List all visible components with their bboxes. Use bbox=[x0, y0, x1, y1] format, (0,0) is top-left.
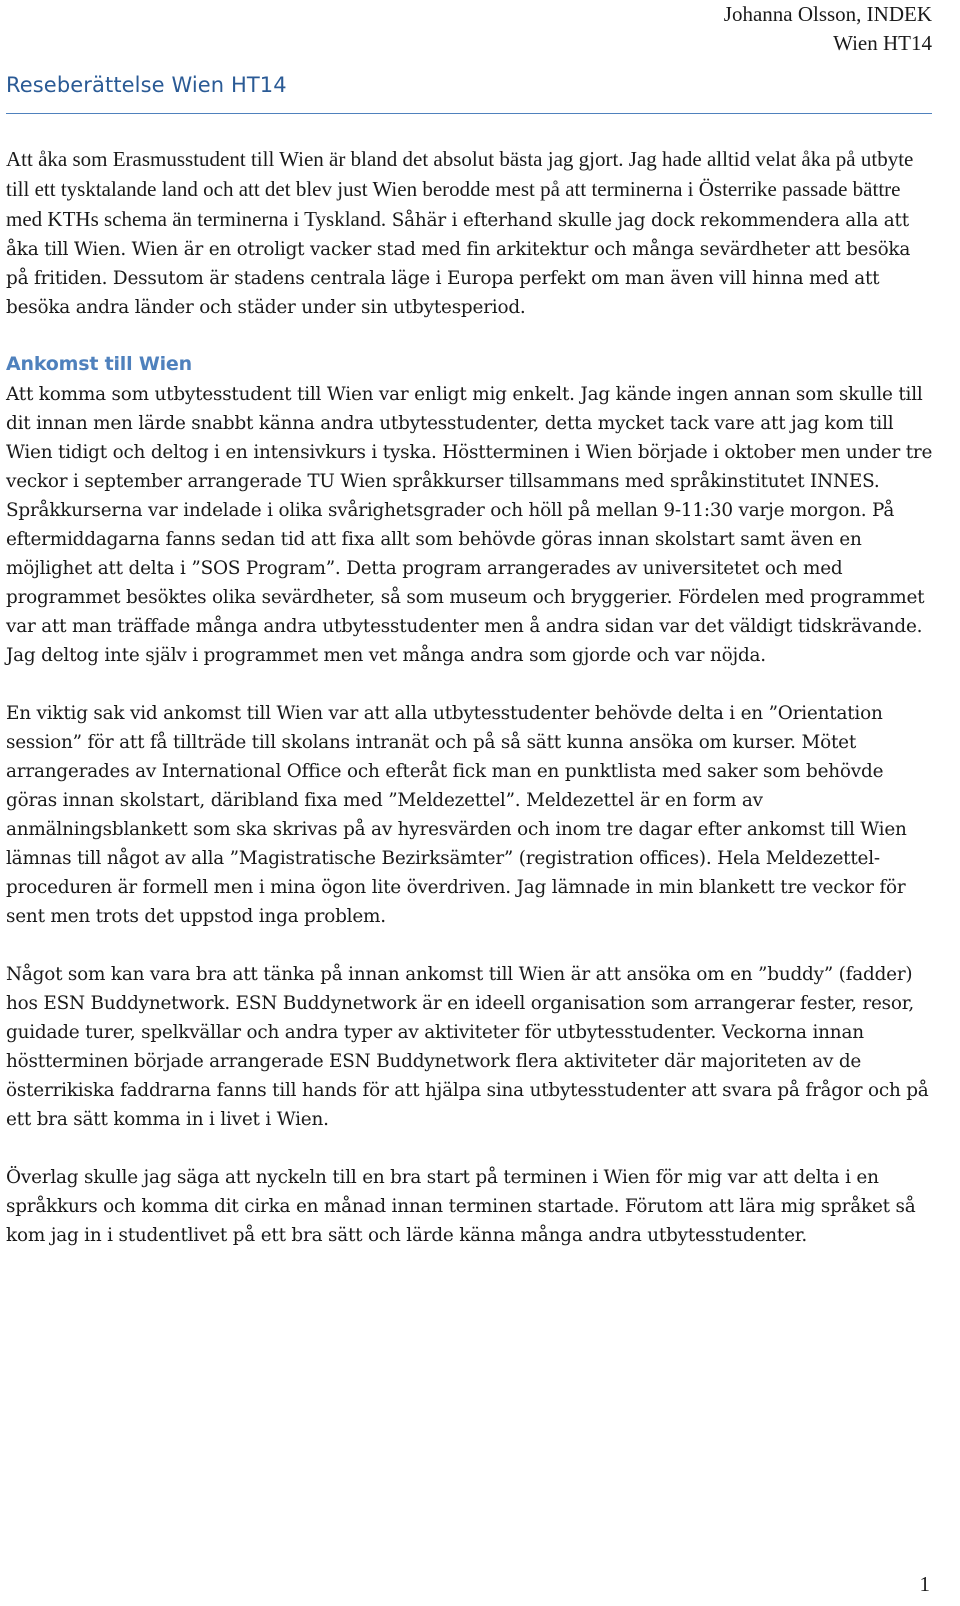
paragraph-orientation: En viktig sak vid ankomst till Wien var att alla utbytesstudenter behövde delta i en ”Orientation session” för att få tillträde till skolans intranät och på så sätt kunna ansöka om kurser. Mötet arrangerades av International Office och efteråt fick man en punktlista med saker som behövde göras innan skolstart, däribland fixa med ”Meldezettel”. Meldezettel är en form av anmälningsblankett som ska skrivas på av hyresvärden och inom tre dagar efter ankomst till Wien lämnas till något av alla ”Magistratische Bezirksämter” (registration offices). Hela Meldezettel-proceduren är formell men i mina ögon lite överdriven. Jag lämnade in min blankett tre veckor för sent men trots det uppstod inga problem. bbox=[6, 703, 907, 927]
intro-paragraph bbox=[6, 145, 936, 322]
paragraph-summary: Överlag skulle jag säga att nyckeln till en bra start på terminen i Wien för mig var att delta i en språkkurs och komma dit cirka en månad innan terminen startade. Förutom att lära mig språket så kom jag in i studentlivet på ett bra sätt och lärde känna många andra utbytesstudenter. bbox=[6, 1167, 916, 1246]
header-author: Johanna Olsson, INDEK bbox=[723, 2, 932, 26]
document-title: Reseberättelse Wien HT14 bbox=[6, 73, 287, 97]
page-header bbox=[724, 0, 932, 58]
intro-text-first: Att åka som Erasmusstudent till Wien är bland det absolut bästa jag gjort. Jag hade alltid velat åka på utbyte till ett tysktalande land och att det blev just Wien berodde mest på att terminerna i Österrike passade bättre med KTHs schema än terminerna i Tyskland. bbox=[6, 147, 914, 231]
paragraph-arrival: Att komma som utbytesstudent till Wien var enligt mig enkelt. Jag kände ingen annan som skulle till dit innan men lärde snabbt känna andra utbytesstudenter, detta mycket tack vare att jag kom till Wien tidigt och deltog i en intensivkurs i tyska. Höstterminen i Wien började i oktober men under tre veckor i september arrangerade TU Wien språkkurser tillsammans med språkinstitutet INNES. Språkkurserna var indelade i olika svårighetsgrader och höll på mellan 9-11:30 varje morgon. På eftermiddagarna fanns sedan tid att fixa allt som behövde göras innan skolstart samt även en möjlighet att delta i ”SOS Program”. Detta program arrangerades av universitetet och med programmet besöktes olika sevärdheter, så som museum och bryggerier. Fördelen med programmet var att man träffade många andra utbytesstudenter men å andra sidan var det väldigt tidskrävande. Jag deltog inte själv i programmet men vet många andra som gjorde och var nöjda. bbox=[6, 384, 933, 666]
header-term: Wien HT14 bbox=[833, 31, 932, 55]
document-body bbox=[6, 145, 936, 1279]
section-heading: Ankomst till Wien bbox=[6, 353, 192, 375]
intro-text-second: Såhär i efterhand skulle jag dock rekommendera alla att åka till Wien. Wien är en otroligt vacker stad med fin arkitektur och många sevärdheter att besöka på fritiden. Dessutom är stadens centrala läge i Europa perfekt om man även vill hinna med att besöka andra länder och städer under sin utbytesperiod. bbox=[6, 210, 911, 318]
page-number: 1 bbox=[919, 1572, 930, 1596]
title-underline bbox=[6, 113, 932, 114]
paragraph-buddy: Något som kan vara bra att tänka på innan ankomst till Wien är att ansöka om en ”buddy” (fadder) hos ESN Buddynetwork. ESN Buddynetwork är en ideell organisation som arrangerar fester, resor, guidade turer, spelkvällar och andra typer av aktiviteter för utbytesstudenter. Veckorna innan höstterminen började arrangerade ESN Buddynetwork flera aktiviteter där majoriteten av de österrikiska faddrarna fanns till hands för att hjälpa sina utbytesstudenter att svara på frågor och på ett bra sätt komma in i livet i Wien. bbox=[6, 964, 929, 1130]
